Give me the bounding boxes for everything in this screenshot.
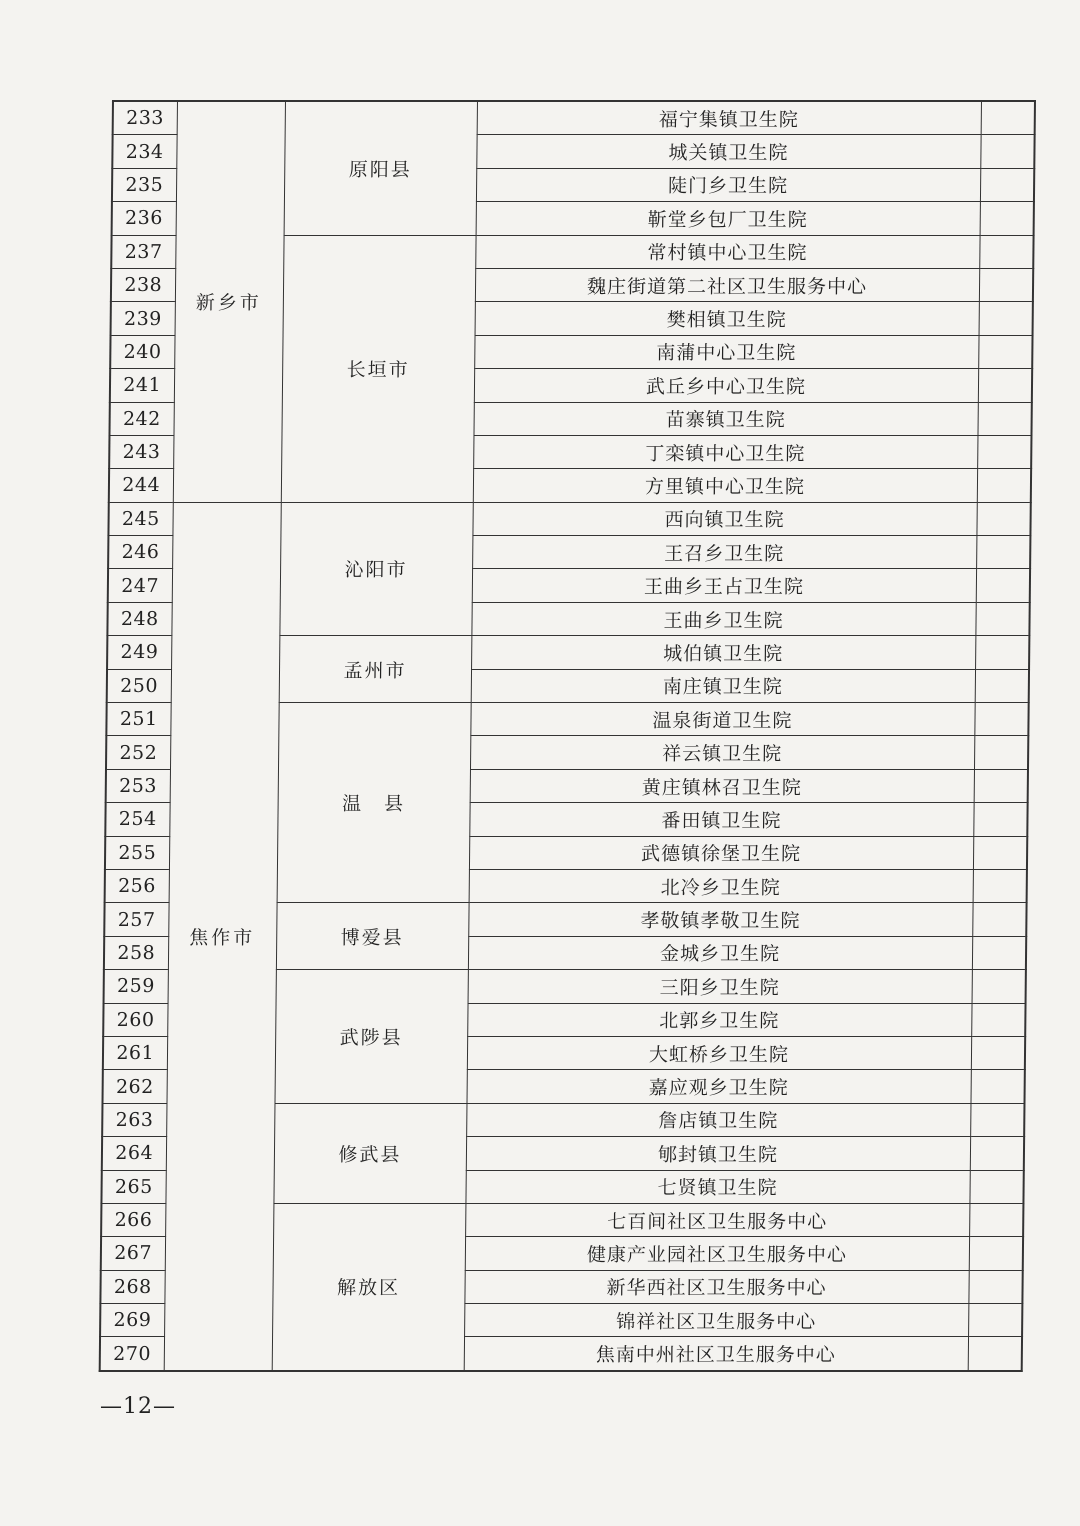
county-cell: 博爱县	[276, 903, 469, 970]
institution-name: 北冷乡卫生院	[469, 869, 973, 902]
institution-name: 锦祥社区卫生服务中心	[464, 1304, 968, 1337]
institution-name: 福宁集镇卫生院	[477, 101, 981, 135]
institution-name: 北郭乡卫生院	[467, 1003, 971, 1036]
blank-cell	[971, 1003, 1025, 1036]
blank-cell	[972, 936, 1026, 969]
row-number: 242	[109, 402, 173, 435]
institution-name: 三阳乡卫生院	[468, 970, 972, 1003]
blank-cell	[980, 135, 1034, 168]
blank-cell	[968, 1304, 1022, 1337]
blank-cell	[968, 1270, 1022, 1303]
institution-name: 苗寨镇卫生院	[473, 402, 977, 435]
institution-name: 七百间社区卫生服务中心	[465, 1203, 969, 1236]
row-number: 243	[109, 435, 173, 468]
institution-name: 王曲乡卫生院	[471, 602, 975, 635]
institution-name: 武丘乡中心卫生院	[474, 369, 978, 402]
row-number: 239	[111, 302, 175, 335]
table-body	[100, 101, 1035, 1371]
county-cell: 孟州市	[279, 636, 472, 703]
city-cell: 焦作市	[164, 502, 281, 1371]
blank-cell	[972, 903, 1026, 936]
institution-name: 南庄镇卫生院	[471, 669, 975, 702]
blank-cell	[979, 268, 1033, 301]
row-number: 259	[104, 970, 168, 1003]
institution-name: 健康产业园社区卫生服务中心	[465, 1237, 969, 1270]
row-number: 270	[100, 1337, 164, 1371]
blank-cell	[973, 803, 1027, 836]
row-number: 245	[108, 502, 172, 535]
institution-name: 番田镇卫生院	[469, 803, 973, 836]
blank-cell	[978, 369, 1032, 402]
blank-cell	[969, 1237, 1023, 1270]
institution-name: 王召乡卫生院	[472, 536, 976, 569]
row-number: 233	[113, 101, 177, 135]
institution-name: 大虹桥乡卫生院	[467, 1036, 971, 1069]
row-number: 262	[102, 1070, 166, 1103]
county-cell: 长垣市	[281, 235, 476, 502]
institution-name: 金城乡卫生院	[468, 936, 972, 969]
row-number: 240	[110, 335, 174, 368]
row-number: 268	[100, 1270, 164, 1303]
row-number: 251	[106, 703, 170, 736]
row-number: 253	[106, 769, 170, 802]
institution-name: 魏庄街道第二社区卫生服务中心	[475, 268, 979, 301]
institution-name: 温泉街道卫生院	[470, 703, 974, 736]
institution-name: 武德镇徐堡卫生院	[469, 836, 973, 869]
row-number: 252	[106, 736, 170, 769]
institution-name: 七贤镇卫生院	[465, 1170, 969, 1203]
row-number: 269	[100, 1304, 164, 1337]
institution-name: 城伯镇卫生院	[471, 636, 975, 669]
row-number: 265	[101, 1170, 165, 1203]
table-row	[108, 502, 1030, 535]
table-row	[113, 101, 1035, 135]
page-number: —12—	[100, 1394, 176, 1419]
row-number: 247	[108, 569, 172, 602]
county-cell: 原阳县	[284, 101, 477, 235]
row-number: 267	[101, 1237, 165, 1270]
blank-cell	[973, 869, 1027, 902]
blank-cell	[969, 1203, 1023, 1236]
institution-name: 詹店镇卫生院	[466, 1103, 970, 1136]
institution-name: 丁栾镇中心卫生院	[473, 435, 977, 468]
row-number: 266	[101, 1203, 165, 1236]
blank-cell	[976, 569, 1030, 602]
row-number: 234	[112, 135, 176, 168]
row-number: 249	[107, 636, 171, 669]
blank-cell	[978, 335, 1032, 368]
institution-name: 嘉应观乡卫生院	[466, 1070, 970, 1103]
row-number: 257	[104, 903, 168, 936]
institution-name: 方里镇中心卫生院	[473, 469, 977, 502]
county-cell: 温 县	[277, 703, 471, 903]
institution-name: 郇封镇卫生院	[466, 1137, 970, 1170]
row-number: 246	[108, 536, 172, 569]
institution-name: 靳堂乡包厂卫生院	[476, 202, 980, 235]
row-number: 254	[105, 803, 169, 836]
institution-name: 陡门乡卫生院	[476, 168, 980, 201]
blank-cell	[975, 602, 1029, 635]
row-number: 248	[107, 602, 171, 635]
blank-cell	[981, 101, 1035, 135]
institution-name: 常村镇中心卫生院	[475, 235, 979, 268]
row-number: 260	[103, 1003, 167, 1036]
county-cell: 解放区	[272, 1203, 466, 1370]
row-number: 237	[111, 235, 175, 268]
institution-name: 城关镇卫生院	[476, 135, 980, 168]
blank-cell	[976, 536, 1030, 569]
institution-table	[99, 100, 1036, 1372]
blank-cell	[980, 202, 1034, 235]
blank-cell	[972, 970, 1026, 1003]
institution-name: 王曲乡王占卫生院	[472, 569, 976, 602]
blank-cell	[973, 836, 1027, 869]
institution-name: 祥云镇卫生院	[470, 736, 974, 769]
city-cell: 新乡市	[173, 101, 285, 502]
institution-name: 南蒲中心卫生院	[474, 335, 978, 368]
blank-cell	[968, 1337, 1022, 1371]
row-number: 235	[112, 168, 176, 201]
blank-cell	[974, 703, 1028, 736]
blank-cell	[974, 769, 1028, 802]
county-cell: 沁阳市	[279, 502, 472, 636]
blank-cell	[977, 402, 1031, 435]
row-number: 264	[102, 1137, 166, 1170]
institution-name: 黄庄镇林召卫生院	[470, 769, 974, 802]
blank-cell	[975, 636, 1029, 669]
row-number: 250	[107, 669, 171, 702]
blank-cell	[975, 669, 1029, 702]
county-cell: 修武县	[273, 1103, 466, 1203]
row-number: 244	[109, 469, 173, 502]
blank-cell	[977, 435, 1031, 468]
institution-name: 孝敬镇孝敬卫生院	[468, 903, 972, 936]
blank-cell	[970, 1070, 1024, 1103]
blank-cell	[979, 235, 1033, 268]
row-number: 261	[103, 1036, 167, 1069]
blank-cell	[976, 502, 1030, 535]
row-number: 238	[111, 268, 175, 301]
institution-name: 焦南中州社区卫生服务中心	[464, 1337, 968, 1371]
blank-cell	[969, 1170, 1023, 1203]
blank-cell	[979, 302, 1033, 335]
blank-cell	[974, 736, 1028, 769]
row-number: 241	[110, 369, 174, 402]
institution-name: 樊相镇卫生院	[475, 302, 979, 335]
blank-cell	[971, 1036, 1025, 1069]
row-number: 255	[105, 836, 169, 869]
institution-name: 西向镇卫生院	[472, 502, 976, 535]
row-number: 256	[105, 869, 169, 902]
row-number: 236	[112, 202, 176, 235]
blank-cell	[977, 469, 1031, 502]
institution-name: 新华西社区卫生服务中心	[464, 1270, 968, 1303]
blank-cell	[970, 1137, 1024, 1170]
row-number: 258	[104, 936, 168, 969]
row-number: 263	[102, 1103, 166, 1136]
blank-cell	[970, 1103, 1024, 1136]
blank-cell	[980, 168, 1034, 201]
county-cell: 武陟县	[274, 970, 467, 1104]
